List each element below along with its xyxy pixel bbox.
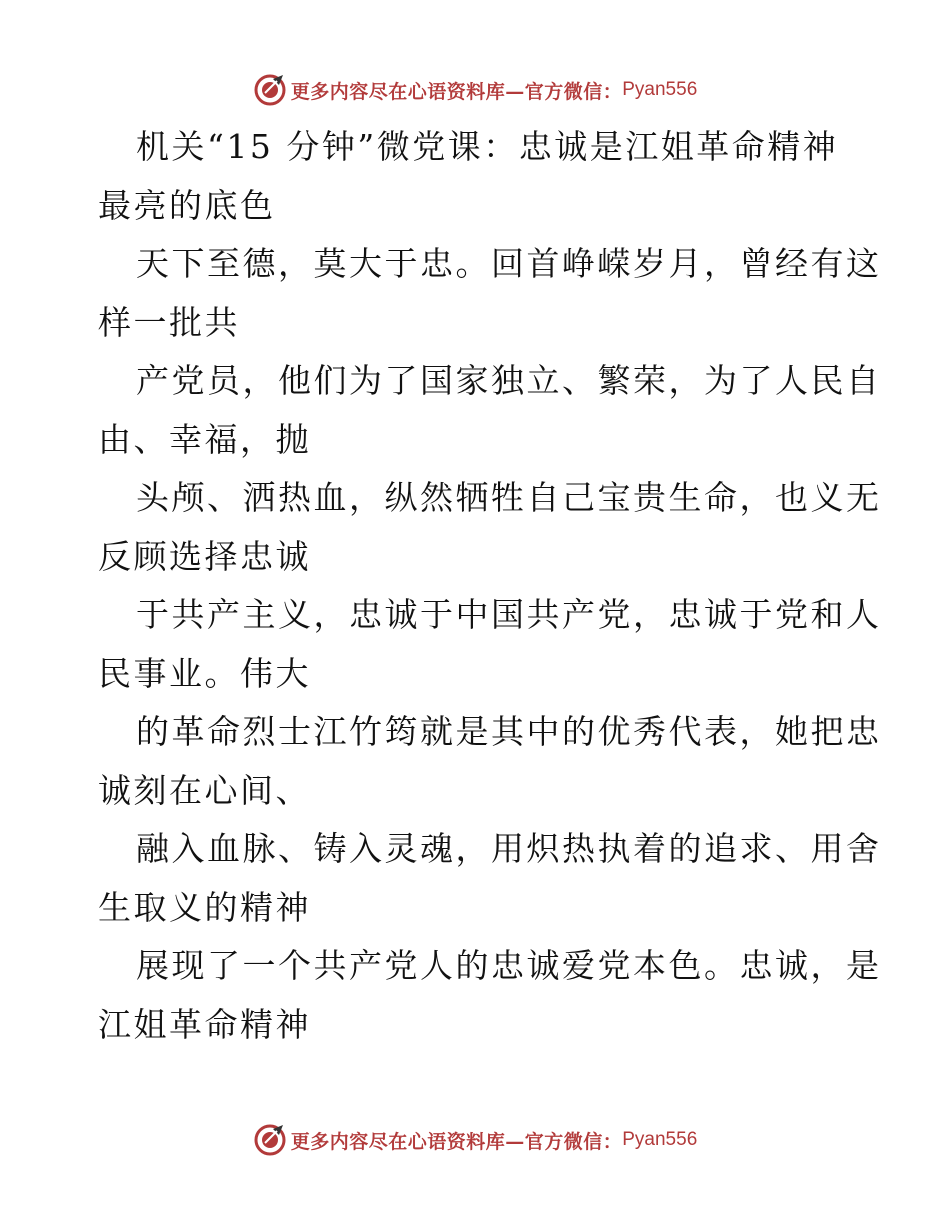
text-line: 诚刻在心间、	[98, 770, 311, 810]
header-banner	[0, 70, 950, 110]
footer-banner	[0, 1120, 950, 1160]
paragraph	[98, 118, 858, 235]
text-line: 头颅、洒热血，纵然牺牲自己宝贵生命，也义无	[136, 478, 882, 517]
paragraph	[98, 469, 882, 586]
banner-site-text: 更多内容尽在心语资料库—官方微信：	[290, 1130, 623, 1153]
pen-logo-icon	[253, 1123, 287, 1157]
banner-site-text: 更多内容尽在心语资料库—官方微信：	[290, 80, 623, 103]
text-line: 融入血脉、铸入灵魂，用炽热执着的追求、用舍	[136, 829, 882, 868]
paragraph	[98, 703, 882, 820]
text-line: 江姐革命精神	[98, 1004, 311, 1044]
pen-logo-icon	[253, 73, 287, 107]
banner-wechat-id: Pyan556	[622, 1129, 698, 1150]
paragraph	[98, 586, 882, 703]
text-line: 的革命烈士江竹筠就是其中的优秀代表，她把忠	[136, 712, 882, 751]
text-line: 机关“15 分钟”微党课：忠诚是江姐革命精神	[136, 127, 839, 166]
paragraph	[98, 820, 882, 937]
text-line: 展现了一个共产党人的忠诚爱党本色。忠诚，是	[136, 946, 882, 985]
text-line: 反顾选择忠诚	[98, 536, 311, 576]
text-line: 样一批共	[98, 302, 240, 342]
text-line: 由、幸福，抛	[98, 419, 311, 459]
text-line: 产党员，他们为了国家独立、繁荣，为了人民自	[136, 361, 882, 400]
text-line: 民事业。伟大	[98, 653, 311, 693]
banner-wechat-id: Pyan556	[622, 79, 698, 100]
paragraph	[98, 352, 882, 469]
document-body	[98, 118, 882, 1054]
text-line: 最亮的底色	[98, 185, 276, 225]
text-line: 于共产主义，忠诚于中国共产党，忠诚于党和人	[136, 595, 882, 634]
text-line: 生取义的精神	[98, 887, 311, 927]
text-line: 天下至德，莫大于忠。回首峥嵘岁月，曾经有这	[136, 244, 882, 283]
paragraph	[98, 937, 882, 1054]
paragraph	[98, 235, 882, 352]
